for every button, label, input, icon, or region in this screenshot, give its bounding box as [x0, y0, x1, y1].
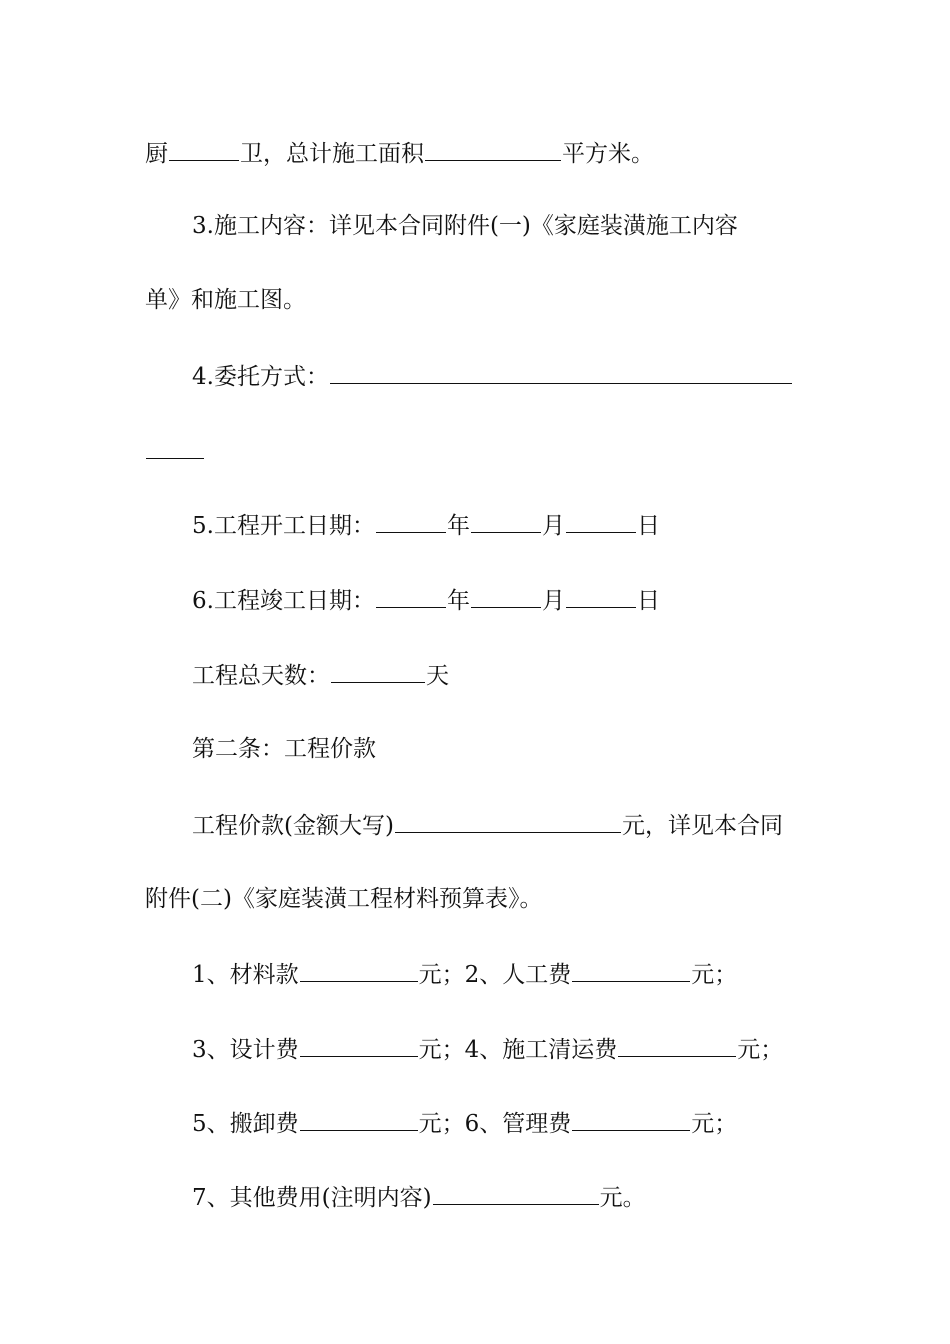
commission-line-cont [145, 436, 810, 466]
year-label: 年 [446, 588, 470, 614]
management-fee-label: 元；6、管理费 [418, 1111, 572, 1137]
end-date-line [192, 585, 810, 615]
blank-management-fee[interactable] [572, 1108, 690, 1131]
blank-cleanup-fee[interactable] [618, 1034, 736, 1057]
blank-material-fee[interactable] [300, 959, 418, 982]
month-label: 月 [541, 513, 565, 539]
month-label: 月 [541, 588, 565, 614]
price-line-cont: 附件(二)《家庭装潢工程材料预算表》。 [145, 886, 543, 912]
labor-fee-label: 元；2、人工费 [418, 962, 572, 988]
material-fee-label: 1、材料款 [192, 962, 299, 988]
day-label: 日 [636, 513, 660, 539]
day-label: 日 [636, 588, 660, 614]
blank-start-day[interactable] [566, 510, 636, 533]
end-date-label: 6.工程竣工日期： [192, 588, 375, 614]
start-date-line [192, 510, 810, 540]
total-days-line [192, 660, 810, 690]
blank-kitchen-count[interactable] [169, 138, 239, 161]
blank-total-days[interactable] [331, 660, 425, 683]
year-label: 年 [446, 513, 470, 539]
yuan-suffix: 元。 [599, 1185, 646, 1211]
blank-price-amount[interactable] [395, 810, 621, 833]
blank-end-year[interactable] [376, 585, 446, 608]
fee-line-1 [192, 959, 810, 989]
days-unit: 天 [426, 663, 449, 689]
article-two-heading: 第二条：工程价款 [192, 736, 376, 762]
text-kitchen: 厨 [145, 141, 168, 167]
commission-label: 4.委托方式： [192, 364, 329, 390]
total-days-label: 工程总天数： [192, 663, 330, 689]
other-fee-label: 7、其他费用(注明内容) [192, 1185, 432, 1211]
content-line-cont: 单》和施工图。 [145, 287, 306, 313]
text-bath-area: 卫，总计施工面积 [240, 141, 424, 167]
blank-end-month[interactable] [471, 585, 541, 608]
fee-line-4 [192, 1182, 810, 1212]
price-line [192, 810, 810, 840]
blank-start-month[interactable] [471, 510, 541, 533]
blank-labor-fee[interactable] [572, 959, 690, 982]
yuan-suffix: 元； [737, 1037, 784, 1063]
price-label: 工程价款(金额大写) [192, 813, 394, 839]
cleanup-fee-label: 元；4、施工清运费 [418, 1037, 618, 1063]
fee-line-2 [192, 1034, 810, 1064]
blank-other-fee[interactable] [433, 1182, 599, 1205]
yuan-suffix: 元； [691, 962, 738, 988]
blank-commission[interactable] [330, 361, 792, 384]
text-sqm: 平方米。 [562, 141, 654, 167]
moving-fee-label: 5、搬卸费 [192, 1111, 299, 1137]
price-suffix: 元，详见本合同 [621, 813, 783, 839]
content-line: 3.施工内容：详见本合同附件(一)《家庭装潢施工内容 [192, 213, 738, 239]
fee-line-3 [192, 1108, 810, 1138]
blank-total-area[interactable] [425, 138, 561, 161]
yuan-suffix: 元； [691, 1111, 738, 1137]
blank-end-day[interactable] [566, 585, 636, 608]
blank-start-year[interactable] [376, 510, 446, 533]
commission-line [192, 361, 810, 391]
area-line [145, 138, 810, 168]
blank-commission-cont[interactable] [146, 436, 204, 459]
start-date-label: 5.工程开工日期： [192, 513, 375, 539]
design-fee-label: 3、设计费 [192, 1037, 299, 1063]
blank-moving-fee[interactable] [300, 1108, 418, 1131]
blank-design-fee[interactable] [300, 1034, 418, 1057]
